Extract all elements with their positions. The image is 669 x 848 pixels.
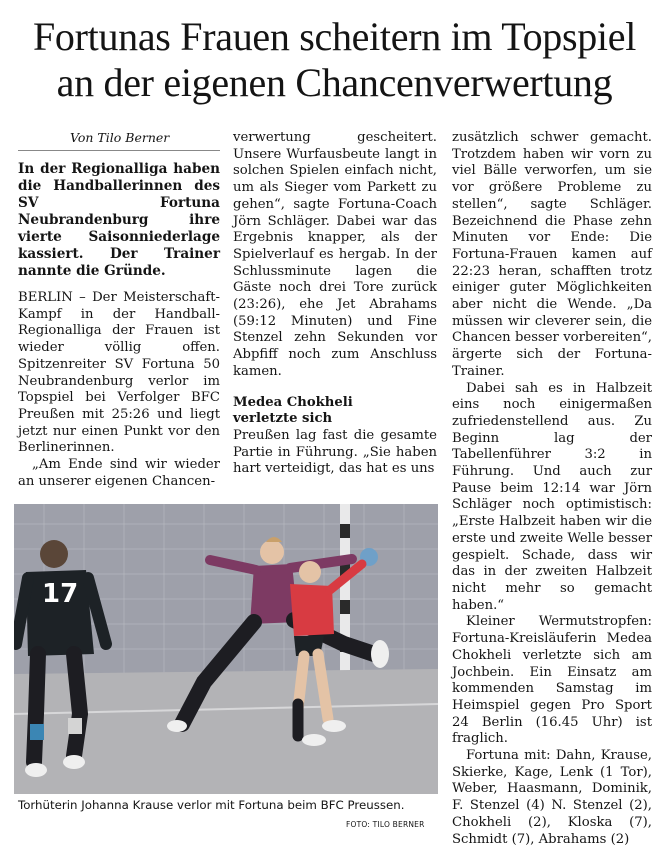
lead-paragraph: In der Regionalliga haben die Handballerinnen des SV Fortuna Neubrandenburg ihre vierte Saisonniederlage kassiert. Der Trainer nannte die Gründe. [18,161,220,279]
article-column-1 [18,130,220,490]
body-paragraph: verwertung gescheitert. Unsere Wurfausbeute langt in solchen Spielen einfach nicht, um als Sieger vom Parkett zu gehen“, sagte Fortuna-Coach Jörn Schläger. Dabei war das Ergebnis knapper, als der Spielverlauf es hergab. In der Schlussminute lagen die Gäste noch drei Tore zurück (23:26), ehe Jet Abrahams (59:12 Minuten) und Fine Stenzel zehn Sekunden vor Abpfiff noch zum Anschluss kamen. [233,130,437,379]
photo-caption: Torhüterin Johanna Krause verlor mit Fortuna beim BFC Preussen. [18,798,405,812]
body-paragraph: Dabei sah es in Halbzeit eins noch einigermaßen zufriedenstellend aus. Zu Beginn lag der Tabellenführer 3:2 in Führung. Und auch zur Pause beim 12:14 war Jörn Schläger noch optimistisch: „Erste Halbzeit haben wir die erste und zweite Welle besser gespielt. Schade, dass wir das in der zweiten Halbzeit nicht mehr so gemacht haben.“ [452,380,652,613]
body-paragraph: Kleiner Wermutstropfen: Fortuna-Kreisläuferin Medea Chokheli verletzte sich am Jochbein. Ein Einsatz am kommenden Samstag im Heimspiel gegen Pro Sport 24 Berlin (16.45 Uhr) ist fraglich. [452,614,652,747]
article-column-3 [452,130,652,848]
headline [0,14,669,106]
body-paragraph: „Am Ende sind wir wieder an unserer eigenen Chancen- [18,457,220,489]
lineup-paragraph: Fortuna mit: Dahn, Krause, Skierke, Kage, Lenk (1 Tor), Weber, Haasmann, Dominik, F. Stenzel (4) N. Stenzel (2), Chokheli (2), Kloska (7), Schmidt (7), Abrahams (2) [452,748,652,847]
byline: Von Tilo Berner [18,130,220,151]
body-paragraph: zusätzlich schwer gemacht. Trotzdem haben wir vorn zu viel Bälle verworfen, um sie vor größere Probleme zu stellen“, sagte Schläger. Bezeichnend die Phase zehn Minuten vor Ende: Die Fortuna-Frauen kamen auf 22:23 heran, schafften trotz einiger guter Möglichkeiten aber nicht die Wende. „Da müssen wir cleverer sein, die Chancen besser vorbereiten“, ärgerte sich der Fortuna-Trainer. [452,130,652,379]
subheading-line-2: verletzte sich [233,411,333,427]
subheading [233,395,437,428]
goal-post-stripe [340,600,350,614]
goal-post-stripe [340,524,350,538]
jersey-number: 17 [42,579,79,609]
photo-credit: FOTO: TILO BERNER [346,820,425,829]
photo-illustration [14,504,438,794]
body-paragraph: BERLIN – Der Meisterschaft-Kampf in der Handball-Regionalliga der Frauen ist wieder völlig offen. Spitzenreiter SV Fortuna 50 Neubrandenburg verlor im Topspiel bei Verfolger BFC Preußen mit 25:26 und liegt jetzt nur einen Punkt vor den Berlinerinnen. [18,290,220,456]
headline-line-1: Fortunas Frauen scheitern im Topspiel [32,14,637,59]
subheading-line-1: Medea Chokheli [233,394,353,410]
headline-line-2: an der eigenen Chancenverwertung [56,60,613,105]
match-photo [14,504,438,794]
body-paragraph: Preußen lag fast die gesamte Partie in Führung. „Sie haben hart verteidigt, das hat es uns [233,427,437,477]
article-column-2 [233,130,437,478]
